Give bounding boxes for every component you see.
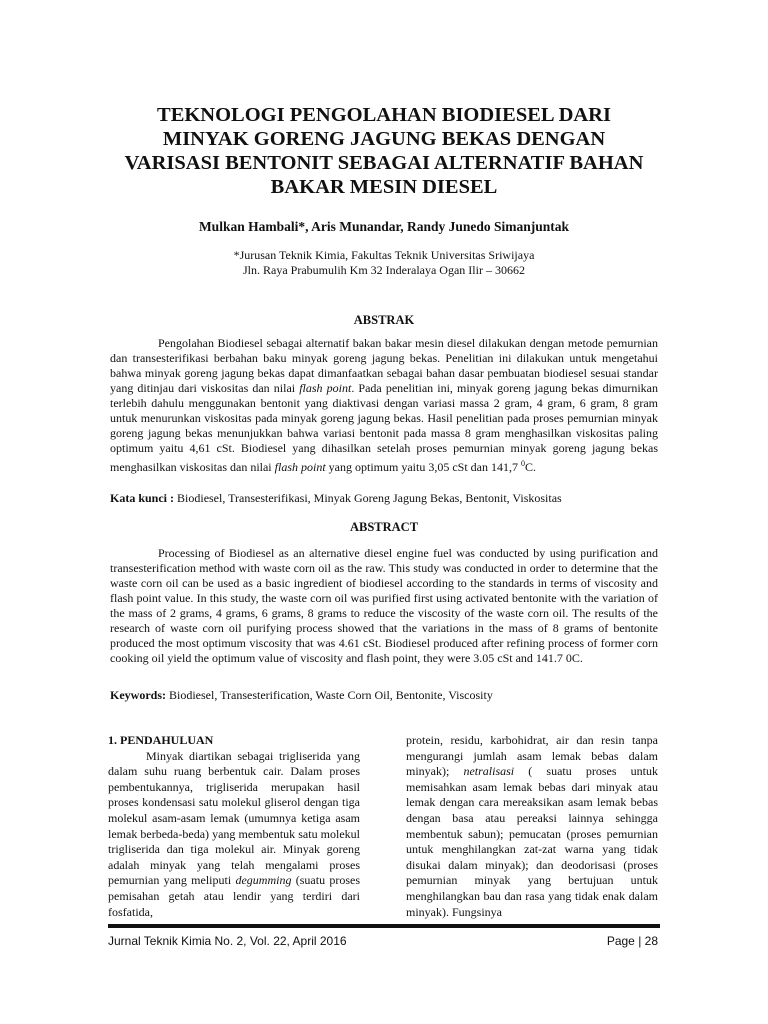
keywords bbox=[110, 688, 658, 703]
keywords-text: Biodiesel, Transesterification, Waste Corn Oil, Bentonite, Viscosity bbox=[166, 688, 493, 702]
affiliation-line: Jln. Raya Prabumulih Km 32 Inderalaya Ogan Ilir – 30662 bbox=[243, 263, 525, 277]
abstrak-text: C. bbox=[525, 460, 537, 474]
intro-heading: 1. PENDAHULUAN bbox=[108, 733, 214, 747]
intro-column-right bbox=[406, 733, 658, 920]
kata-kunci-text: Biodiesel, Transesterifikasi, Minyak Goreng Jagung Bekas, Bentonit, Viskositas bbox=[174, 491, 562, 505]
intro-text: protein, residu, karbohidrat, air dan resin tanpa mengurangi jumlah asam lemak bebas dalam minyak); bbox=[406, 733, 658, 779]
intro-paragraph bbox=[108, 749, 360, 921]
intro-column-left bbox=[108, 733, 360, 920]
kata-kunci-label: Kata kunci : bbox=[110, 491, 175, 505]
abstrak-text: yang optimum yaitu 3,05 cSt dan 141,7 bbox=[325, 460, 521, 474]
title-line: MINYAK GORENG JAGUNG BEKAS DENGAN bbox=[162, 128, 606, 150]
intro-text: Minyak diartikan sebagai trigliserida yang dalam suhu ruang berbentuk cair. Dalam proses pembentukannya, trigliserida merupakan hasil proses kondensasi satu molekul gliserol dengan tiga molekul asam-asam lemak (umumnya ketiga asam lemak berbeda-beda) yang membentuk satu molekul trigliserida dan tiga molekul air. Minyak goreng adalah minyak yang telah mengalami proses pemurnian yang meliputi bbox=[108, 748, 360, 888]
abstrak-italic: flash point bbox=[274, 460, 326, 474]
abstrak-paragraph bbox=[110, 336, 658, 475]
abstrak-text: . Pada penelitian ini, minyak goreng jagung bekas dimurnikan terlebih dahulu menggunakan bentonit yang diaktivasi dengan variasi massa 2 gram, 4 gram, 6 gram, 8 gram untuk menurunkan viskositas pada minyak goreng jagung bekas. Hasil penelitian pada proses pemurnian minyak goreng jagung bekas menunjukkan bahwa variasi bentonit pada massa 8 gram menghasilkan viskositas paling optimum yaitu 4,61 cSt. Biodiesel yang dihasilkan setelah proses pemurnian minyak goreng jagung bekas menghasilkan viskositas dan nilai bbox=[110, 381, 658, 474]
title-line: TEKNOLOGI PENGOLAHAN BIODIESEL DARI bbox=[157, 104, 611, 126]
abstrak-text: Pengolahan Biodiesel sebagai alternatif bakan bakar mesin diesel dilakukan dengan metode pemurnian dan transesterifikasi berbahan baku minyak goreng jagung bekas. Penelitian ini dilakukan untuk mengetahui bahwa minyak goreng jagung bekas dapat dimanfaatkan sebagai bahan dasar pembuatan biodiesel sesuai standar yang ditinjau dari viskositas dan nilai bbox=[110, 336, 658, 395]
kata-kunci bbox=[110, 491, 658, 506]
abstrak-heading: ABSTRAK bbox=[353, 313, 415, 327]
footer-journal: Jurnal Teknik Kimia No. 2, Vol. 22, April 2016 bbox=[108, 934, 347, 948]
abstract-body bbox=[110, 546, 658, 666]
intro-italic: degumming bbox=[235, 873, 292, 888]
abstrak-body bbox=[110, 336, 658, 475]
keywords-label: Keywords: bbox=[110, 688, 166, 702]
affiliation bbox=[100, 248, 668, 278]
degree-superscript: 0 bbox=[521, 459, 525, 468]
intro-text: ( suatu proses untuk memisahkan asam lemak bebas dari minyak atau lemak dengan cara mereaksikan asam lemak bebas dengan basa atau pereaksi lainnya sehingga membentuk sabun); pemucatan (proses pemurnian untuk menghilangkan zat-zat warna yang tidak disukai dalam minyak); dan deodorisasi (proses pemurnian minyak yang bertujuan untuk menghilangkan bau dan rasa yang tidak enak dalam minyak). Fungsinya bbox=[406, 764, 659, 919]
intro-paragraph bbox=[406, 733, 658, 920]
title-line: VARISASI BENTONIT SEBAGAI ALTERNATIF BAHAN bbox=[124, 152, 644, 174]
abstrak-italic: flash point bbox=[299, 381, 352, 395]
abstract-heading: ABSTRACT bbox=[349, 520, 419, 534]
title-line: BAKAR MESIN DIESEL bbox=[270, 176, 498, 198]
paper-title bbox=[100, 103, 668, 199]
authors: Mulkan Hambali*, Aris Munandar, Randy Junedo Simanjuntak bbox=[198, 219, 570, 234]
footer-divider bbox=[108, 924, 660, 928]
affiliation-line: *Jurusan Teknik Kimia, Fakultas Teknik Universitas Sriwijaya bbox=[233, 248, 535, 262]
abstract-paragraph: Processing of Biodiesel as an alternative diesel engine fuel was conducted by using purification and transesterification method with waste corn oil as the raw. This study was conducted in order to determine that the waste corn oil can be used as a basic ingredient of biodiesel according to the standards in terms of viscosity and flash point value. In this study, the waste corn oil was purified first using activated bentonite with the variation of the mass of 2 grams, 4 grams, 6 grams, 8 grams to reduce the viscosity of the waste corn oil. The results of the research of waste corn oil purifying process showed that the variations in the mass of 8 grams of bentonite produced the most optimum viscosity that was 4.61 cSt. Biodiesel produced after refining process of former corn cooking oil yield the optimum value of viscosity and flash point, they were 3.05 cSt and 141.7 0C. bbox=[110, 546, 658, 665]
footer-page-number: Page | 28 bbox=[606, 934, 658, 948]
intro-text: (suatu proses pemisahan getah atau lendir yang terdiri dari fosfatida, bbox=[108, 873, 361, 919]
intro-italic: netralisasi bbox=[463, 764, 515, 779]
